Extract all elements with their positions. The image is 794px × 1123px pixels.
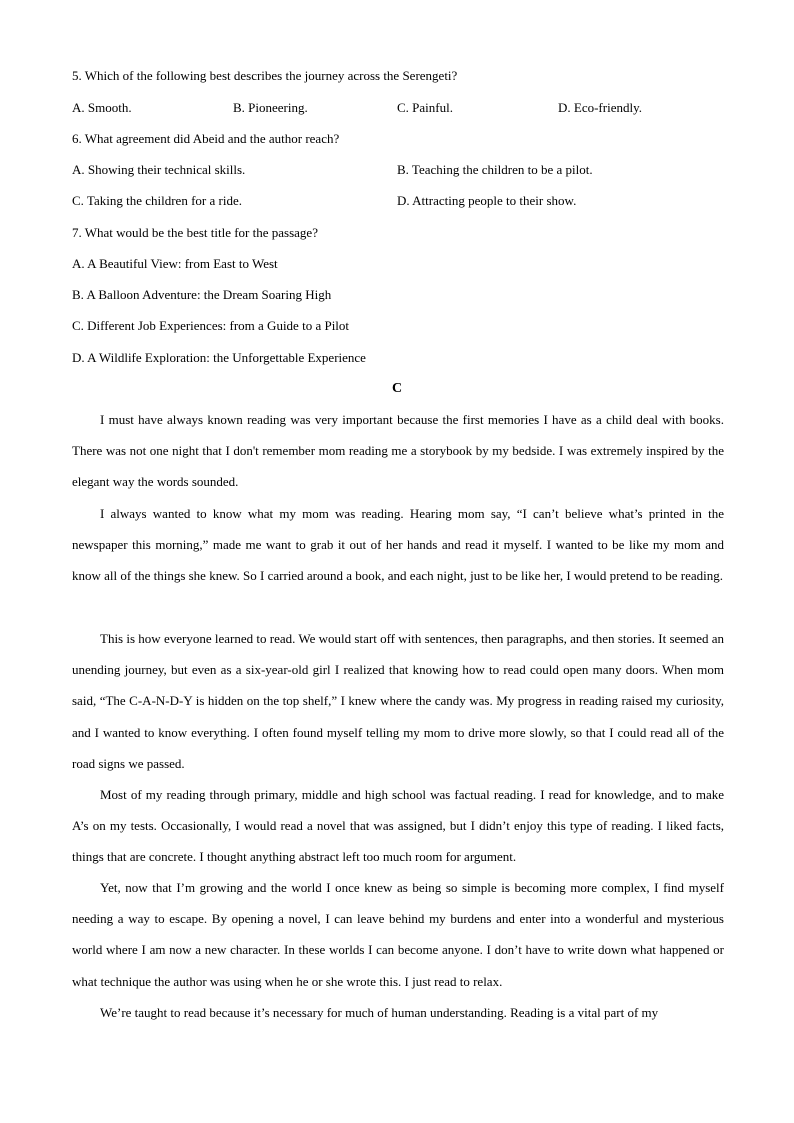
question-6-option-c: C. Taking the children for a ride. (72, 193, 242, 208)
question-5-option-b: B. Pioneering. (233, 100, 308, 115)
section-heading: C (391, 381, 403, 396)
question-5-option-d: D. Eco-friendly. (558, 100, 642, 115)
passage-paragraph-3: This is how everyone learned to read. We would start off with sentences, then paragraphs, and then stories. It seemed an unending journey, but even as a six-year-old girl I realized that knowing how to read could open many doors. When mom said, “The C-A-N-D-Y is hidden on the top shelf,” I knew where the candy was. My progress in reading raised my curiosity, and I wanted to know everything. I often found myself telling my mom to drive more slowly, so that I could read all of the road signs we passed. (72, 631, 724, 771)
question-5-option-a: A. Smooth. (72, 100, 132, 115)
question-7-option-c: C. Different Job Experiences: from a Guide to a Pilot (72, 318, 350, 333)
question-6-stem: 6. What agreement did Abeid and the author reach? (72, 131, 340, 146)
question-5-stem: 5. Which of the following best describes the journey across the Serengeti? (72, 68, 458, 83)
passage-paragraph-6: We’re taught to read because it’s necessary for much of human understanding. Reading is a vital part of my (100, 1005, 659, 1020)
question-6-option-b: B. Teaching the children to be a pilot. (397, 162, 593, 177)
question-6-option-a: A. Showing their technical skills. (72, 162, 246, 177)
question-7-option-d: D. A Wildlife Exploration: the Unforgettable Experience (72, 350, 366, 365)
passage-paragraph-5: Yet, now that I’m growing and the world I once knew as being so simple is becoming more complex, I find myself needing a way to escape. By opening a novel, I can leave behind my burdens and enter into a wonderful and mysterious world where I am now a new character. In these worlds I can become anyone. I don’t have to write down what happened or what technique the author was using when he or she wrote this. I just read to relax. (72, 880, 724, 989)
question-7-option-a: A. A Beautiful View: from East to West (72, 256, 278, 271)
question-7-option-b: B. A Balloon Adventure: the Dream Soaring High (72, 287, 332, 302)
passage-paragraph-1: I must have always known reading was very important because the first memories I have as a child deal with books. There was not one night that I don't remember mom reading me a storybook by my bedside. I was extremely inspired by the elegant way the words sounded. (72, 412, 724, 490)
passage-paragraph-4: Most of my reading through primary, middle and high school was factual reading. I read for knowledge, and to make A’s on my tests. Occasionally, I would read a novel that was assigned, but I didn’t enjoy this type of reading. I liked facts, things that are concrete. I thought anything abstract left too much room for argument. (72, 787, 724, 865)
question-6-option-d: D. Attracting people to their show. (397, 193, 577, 208)
passage-paragraph-2: I always wanted to know what my mom was reading. Hearing mom say, “I can’t believe what’s printed in the newspaper this morning,” made me want to grab it out of her hands and read it myself. I wanted to be like my mom and know all of the things she knew. So I carried around a book, and each night, just to be like her, I would pretend to be reading. (72, 506, 724, 584)
question-5-option-c: C. Painful. (397, 100, 453, 115)
question-7-stem: 7. What would be the best title for the passage? (72, 225, 318, 240)
